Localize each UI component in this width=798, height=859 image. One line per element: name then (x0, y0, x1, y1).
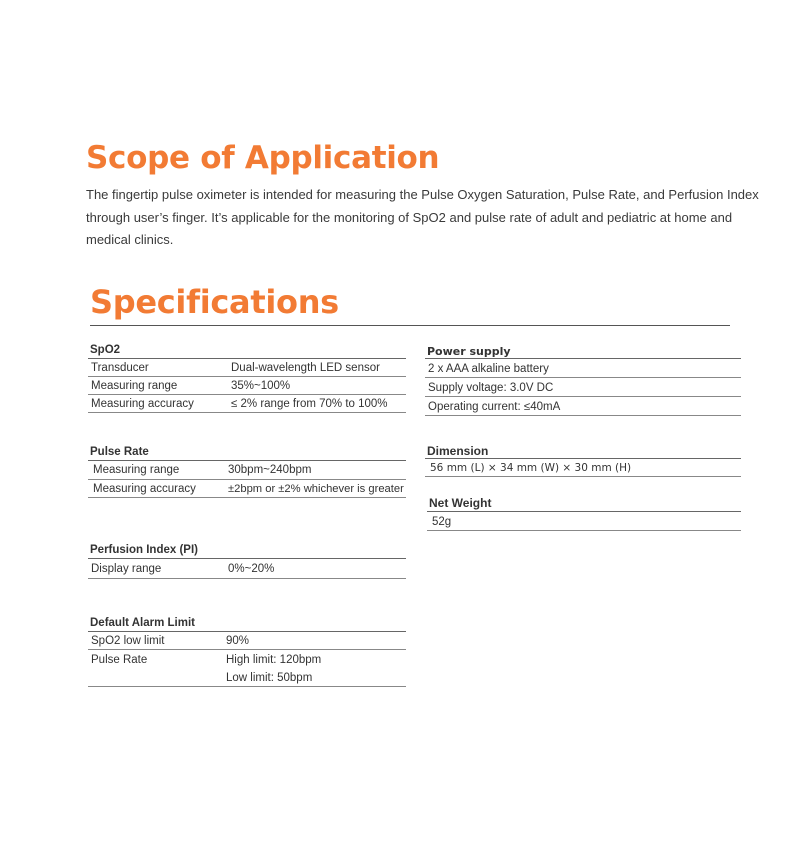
net-weight-section-title: Net Weight (429, 496, 492, 510)
alarm-limit-row-value: High limit: 120bpm (226, 654, 322, 666)
pulse-rate-row-value: ±2bpm or ±2% whichever is greater (228, 483, 404, 495)
pulse-rate-header-rule (88, 460, 406, 461)
power-supply-row: Operating current: ≤40mA (428, 401, 561, 413)
row-divider (88, 376, 406, 377)
alarm-limit-header-rule (88, 631, 406, 632)
spo2-row-label: Measuring accuracy (91, 398, 194, 410)
pulse-rate-row-label: Measuring accuracy (93, 483, 196, 495)
alarm-limit-row-label: Pulse Rate (91, 654, 148, 666)
row-divider (425, 415, 741, 416)
row-divider (88, 686, 406, 687)
perfusion-index-row-value: 0%~20% (228, 563, 275, 575)
spo2-row-value: ≤ 2% range from 70% to 100% (231, 398, 388, 410)
pulse-rate-section-title: Pulse Rate (90, 446, 149, 458)
spo2-header-rule (88, 358, 406, 359)
row-divider (425, 476, 741, 477)
power-supply-header-rule (425, 358, 741, 359)
power-supply-row: Supply voltage: 3.0V DC (428, 382, 554, 394)
alarm-limit-row-label: SpO2 low limit (91, 635, 165, 647)
perfusion-index-header-rule (88, 558, 406, 559)
row-divider (88, 497, 406, 498)
power-supply-row: 2 x AAA alkaline battery (428, 363, 549, 375)
spo2-row-label: Transducer (91, 362, 149, 374)
spo2-section-title: SpO2 (90, 344, 121, 356)
scope-title: Scope of Application (86, 140, 440, 176)
row-divider (427, 530, 741, 531)
spo2-row-value: 35%~100% (231, 380, 291, 392)
power-supply-section-title: Power supply (427, 345, 511, 358)
alarm-limit-row-value: 90% (226, 635, 250, 647)
row-divider (425, 396, 741, 397)
pulse-rate-row-value: 30bpm~240bpm (228, 464, 312, 476)
row-divider (88, 649, 406, 650)
net-weight-value: 52g (432, 516, 452, 528)
alarm-limit-section-title: Default Alarm Limit (90, 617, 196, 629)
row-divider (425, 377, 741, 378)
row-divider (88, 412, 406, 413)
row-divider (88, 479, 406, 480)
row-divider (88, 578, 406, 579)
perfusion-index-section-title: Perfusion Index (PI) (90, 544, 198, 556)
specifications-divider (90, 325, 730, 326)
scope-description: The fingertip pulse oximeter is intended for measuring the Pulse Oxygen Saturation, Pulse Rate, and Perfusion Index through user’s finger. It’s applicable for the monitoring of SpO2 and pulse rate of adult and pediatric at home and medical clinics. (86, 187, 759, 247)
net-weight-header-rule (427, 511, 741, 512)
specifications-title: Specifications (90, 283, 339, 321)
spo2-row-label: Measuring range (91, 380, 178, 392)
dimension-header-rule (425, 458, 741, 459)
pulse-rate-row-label: Measuring range (93, 464, 180, 476)
spo2-row-value: Dual-wavelength LED sensor (231, 362, 380, 374)
dimension-value: 56 mm (L) × 34 mm (W) × 30 mm (H) (430, 462, 632, 474)
dimension-section-title: Dimension (427, 444, 489, 458)
perfusion-index-row-label: Display range (91, 563, 162, 575)
alarm-limit-row-value-secondary: Low limit: 50bpm (226, 672, 313, 684)
row-divider (88, 394, 406, 395)
